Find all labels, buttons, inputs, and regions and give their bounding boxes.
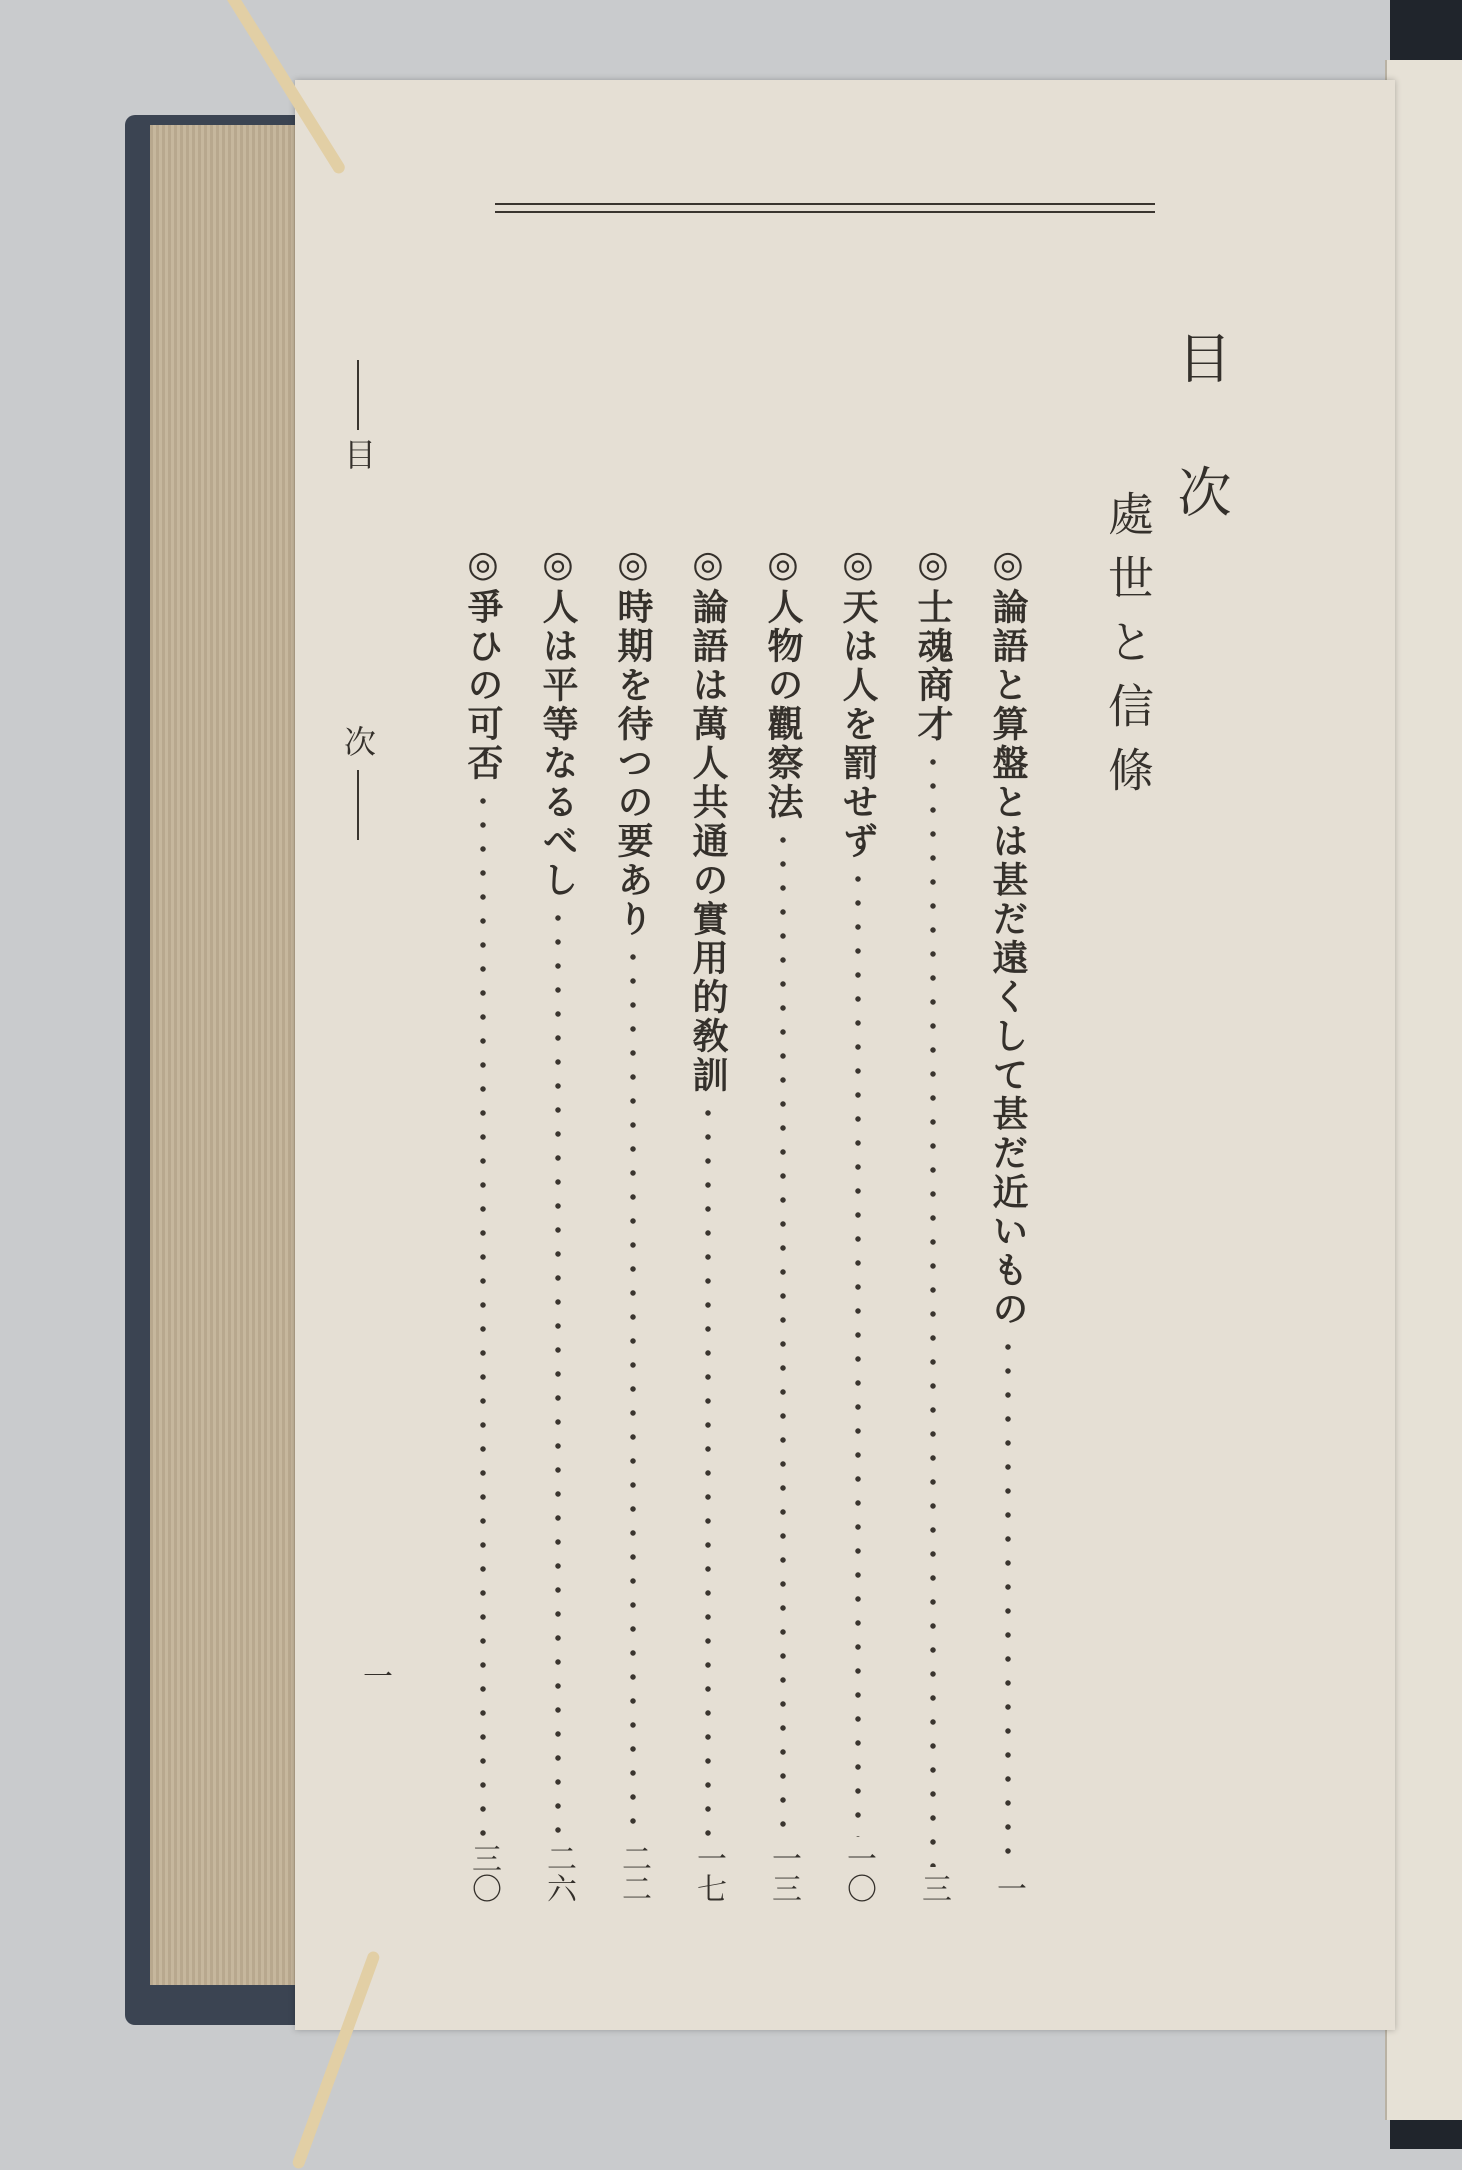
- toc-entry[interactable]: [535, 543, 581, 1903]
- toc-heading: 目次: [1169, 330, 1232, 598]
- toc-entry-page: 一七: [691, 1843, 726, 1903]
- toc-entry[interactable]: [610, 543, 656, 1903]
- toc-entry-page: 一〇: [841, 1843, 876, 1903]
- toc-entry-title: ◎論語と算盤とは甚だ遠くして甚だ近いもの: [987, 543, 1029, 1329]
- dot-leader: [855, 867, 861, 1837]
- toc-entry-title: ◎論語は萬人共通の實用的敎訓: [687, 543, 729, 1095]
- toc-entry-title: ◎人は平等なるべし: [537, 543, 579, 900]
- toc-entry-title: ◎人物の觀察法: [762, 543, 804, 822]
- toc-entry-page: 二二: [616, 1843, 651, 1903]
- dot-leader: [1005, 1335, 1011, 1867]
- toc-entry-page: 一三: [766, 1843, 801, 1903]
- toc-entry-page: 二六: [541, 1843, 576, 1903]
- dot-leader: [780, 828, 786, 1837]
- toc-entry-page: 三〇: [466, 1843, 501, 1903]
- toc-entry[interactable]: [460, 543, 506, 1903]
- page-edges: [150, 125, 310, 1985]
- dot-leader: [930, 750, 936, 1867]
- double-rule-top: [495, 203, 1155, 205]
- toc-entry[interactable]: [760, 543, 806, 1903]
- dot-leader: [705, 1101, 711, 1837]
- toc-page: [295, 80, 1395, 2030]
- next-page-edge: [1385, 60, 1462, 2120]
- toc-entry[interactable]: [685, 543, 731, 1903]
- toc-entry-page: 一: [991, 1873, 1026, 1903]
- running-head-rule-bottom: [357, 770, 359, 840]
- dot-leader: [630, 945, 636, 1837]
- running-head-left: 目: [339, 438, 377, 470]
- toc-entry-title: ◎爭ひの可否: [462, 543, 504, 783]
- toc-entry-page: 三: [916, 1873, 951, 1903]
- running-head-rule-top: [357, 360, 359, 430]
- toc-entry[interactable]: [985, 543, 1031, 1903]
- toc-entry-title: ◎天は人を罰せず: [837, 543, 879, 861]
- toc-entry-title: ◎時期を待つの要あり: [612, 543, 654, 939]
- toc-entry[interactable]: [910, 543, 956, 1903]
- page-number: 一: [363, 1660, 393, 1695]
- section-title: 處世と信條: [1101, 490, 1155, 810]
- toc-entry[interactable]: [835, 543, 881, 1903]
- dot-leader: [555, 906, 561, 1837]
- running-head-right: 次: [339, 725, 377, 757]
- dot-leader: [480, 789, 486, 1837]
- double-rule-bottom: [495, 211, 1155, 213]
- toc-entry-title: ◎士魂商才: [912, 543, 954, 744]
